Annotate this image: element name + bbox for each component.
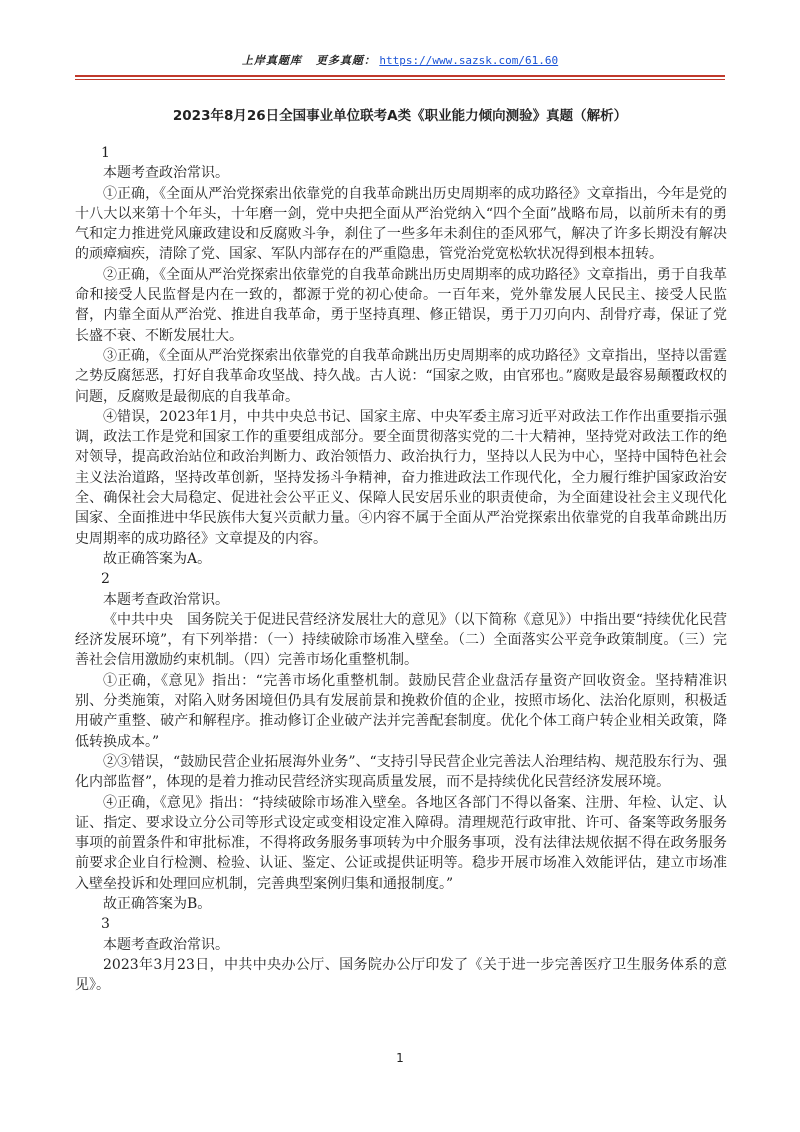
header-divider	[75, 75, 725, 77]
body-paragraph: ①正确，《全面从严治党探索出依靠党的自我革命跳出历史周期率的成功路径》文章指出，今年是党的十八大以来第十个年头，十年磨一剑，党中央把全面从严治党纳入“四个全面”战略布局，以前所未有的勇气和定力推进党风廉政建设和反腐败斗争，刹住了一些多年未刹住的歪风邪气，解决了许多长期没有解决的顽瘴痼疾，清除了党、国家、军队内部存在的严重隐患，管党治党宽松软状况得到根本扭转。	[75, 185, 727, 263]
body-paragraph: 2023年3月23日，中共中央办公厅、国务院办公厅印发了《关于进一步完善医疗卫生服务体系的意见》。	[75, 956, 727, 994]
body-paragraph: ②正确，《全面从严治党探索出依靠党的自我革命跳出历史周期率的成功路径》文章指出，勇于自我革命和接受人民监督是内在一致的，都源于党的初心使命。一百年来，党外靠发展人民民主、接受人民监督，内靠全面从严治党、推进自我革命，勇于坚持真理、修正错误，勇于刀刃向内、刮骨疗毒，保证了党长盛不衰、不断发展壮大。	[75, 266, 727, 344]
body-paragraph: 《中共中央 国务院关于促进民营经济发展壮大的意见》（以下简称《意见》）中指出要“持续优化民营经济发展环境”，有下列举措：（一）持续破除市场准入壁垒。（二）全面落实公平竞争政策制度。（三）完善社会信用激励约束机制。（四）完善市场化重整机制。	[75, 611, 727, 669]
body-paragraph: 本题考查政治常识。	[103, 591, 229, 608]
body-paragraph: ①正确，《意见》指出：“完善市场化重整机制。鼓励民营企业盘活存量资产回收资金。坚持精准识别、分类施策，对陷入财务困境但仍具有发展前景和挽救价值的企业，按照市场化、法治化原则，积极适用破产重整、破产和解程序。推动修订企业破产法并完善配套制度。优化个体工商户转企业相关政策，降低转换成本。”	[75, 672, 727, 750]
body-paragraph: ④正确，《意见》指出：“持续破除市场准入壁垒。各地区各部门不得以备案、注册、年检、认定、认证、指定、要求设立分公司等形式设定或变相设定准入障碍。清理规范行政审批、许可、备案等政务服务事项的前置条件和审批标准，不得将政务服务事项转为中介服务事项，没有法律法规依据不得在政务服务前要求企业自行检测、检验、认证、鉴定、公证或提供证明等。稳步开展市场准入效能评估，建立市场准入壁垒投诉和处理回应机制，完善典型案例归集和通报制度。”	[75, 794, 727, 892]
page-header	[0, 52, 800, 68]
body-paragraph: ②③错误，“鼓励民营企业拓展海外业务”、“支持引导民营企业完善法人治理结构、规范股东行为、强化内部监督”，体现的是着力推动民营经济实现高质量发展，而不是持续优化民营经济发展环境。	[75, 753, 727, 791]
document-title: 2023年8月26日全国事业单位联考A类《职业能力倾向测验》真题（解析）	[172, 108, 628, 124]
body-paragraph: 故正确答案为A。	[103, 550, 212, 567]
body-paragraph: 故正确答案为B。	[103, 895, 212, 912]
header-url-link[interactable]: https://www.sazsk.com/61.60	[379, 54, 559, 67]
header-divider-thin	[75, 79, 725, 80]
header-more-label: 更多真题：	[315, 54, 376, 67]
body-paragraph: 本题考查政治常识。	[103, 165, 229, 182]
question-number: 2	[101, 571, 110, 588]
header-brand: 上岸真题库	[241, 54, 302, 67]
body-paragraph: 本题考查政治常识。	[103, 936, 229, 953]
body-paragraph: ④错误，2023年1月，中共中央总书记、国家主席、中央军委主席习近平对政法工作作出重要指示强调，政法工作是党和国家工作的重要组成部分。要全面贯彻落实党的二十大精神，坚持党对政法工作的绝对领导，提高政治站位和政治判断力、政治领悟力、政治执行力，坚持以人民为中心，坚持中国特色社会主义法治道路，坚持改革创新，坚持发扬斗争精神，奋力推进政法工作现代化，全力履行维护国家政治安全、确保社会大局稳定、促进社会公平正义、保障人民安居乐业的职责使命，为全面建设社会主义现代化国家、全面推进中华民族伟大复兴贡献力量。④内容不属于全面从严治党探索出依靠党的自我革命跳出历史周期率的成功路径》文章提及的内容。	[75, 408, 727, 547]
document-body	[75, 143, 727, 995]
question-number: 1	[101, 145, 110, 161]
question-number: 3	[101, 916, 110, 933]
body-paragraph: ③正确，《全面从严治党探索出依靠党的自我革命跳出历史周期率的成功路径》文章指出，坚持以雷霆之势反腐惩恶，打好自我革命攻坚战、持久战。古人说：“国家之败，由官邪也。”腐败是最容易颠覆政权的问题，反腐败是最彻底的自我革命。	[75, 347, 727, 405]
page-number: 1	[396, 1051, 404, 1065]
